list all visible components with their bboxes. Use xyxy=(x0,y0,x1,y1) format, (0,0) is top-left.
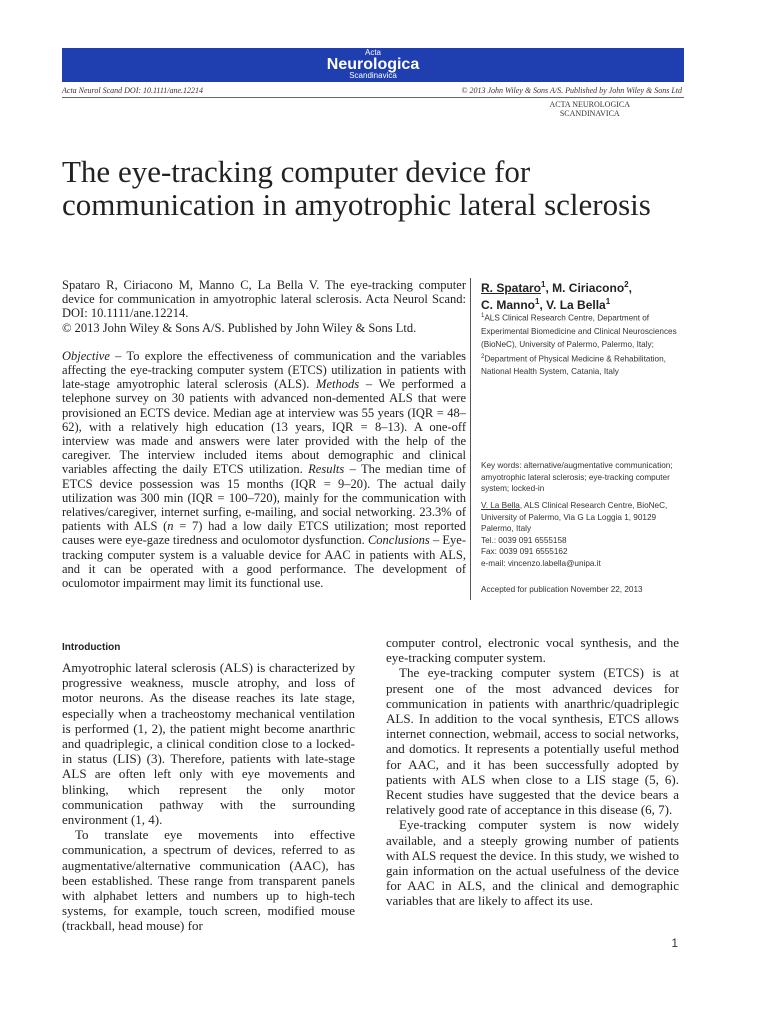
doi-line: Acta Neurol Scand DOI: 10.1111/ane.12214 xyxy=(62,86,204,95)
banner-acta: Acta xyxy=(364,48,381,57)
body-column-left xyxy=(62,660,355,934)
paragraph: computer control, electronic vocal synthesis, and the eye-tracking computer system. xyxy=(386,635,679,666)
page-number: 1 xyxy=(671,936,678,950)
author-spataro[interactable]: R. Spataro xyxy=(481,281,542,295)
accepted-date: Accepted for publication November 22, 2013 xyxy=(481,585,643,594)
keywords: Key words: alternative/augmentative communication; amyotrophic lateral sclerosis; eye-tracking computer system; locked-in xyxy=(481,461,673,493)
article-title: The eye-tracking computer device for communication in amyotrophic lateral sclerosis xyxy=(62,154,651,222)
author-manno: C. Manno xyxy=(481,298,535,312)
author-list: R. Spataro$^1$, M. Ciriacono$^2$, C. Manno$^1$, V. La Bella$^1$ xyxy=(481,280,632,312)
citation: Spataro R, Ciriacono M, Manno C, La Bella V. The eye-tracking computer device for communication in amyotrophic lateral sclerosis. Acta Neurol Scand: DOI: 10.1111/ane.12214. © 2013 John Wiley & Sons A/S. Published by John Wiley & Sons Ltd. xyxy=(62,278,466,335)
abstract-body: Objective – To explore the effectiveness of communication and the variables affecting the eye-tracking computer system (ETCS) utilization in patients with late-stage amyotrophic lateral sclerosis (ALS). Methods – We performed a telephone survey on 30 patients with advanced non-demented ALS that were provisioned an ECTS device. Median age at interview was 55 years (IQR = 48–62), with a relatively high education (13 years, IQR = 8–13). A one-off interview was made and answers were later provided with the help of the caregiver. The interview included items about demographic and clinical variables affecting the daily ETCS utilization. Results – The median time of ETCS device possession was 15 months (IQR = 9–20). The actual daily utilization was 300 min (IQR = 100–720), mainly for the communication with relatives/caregiver, internet surfing, e-mailing, and social networking. 23.3% of patients with ALS (n = 7) had a low daily ETCS utilization; most reported causes were eye-gaze tiredness and oculomotor dysfunction. Conclusions – Eye-tracking computer system is a valuable device for AAC in patients with ALS, and it can be operated with a good performance. The development of oculomotor impairment may limit its functional use. xyxy=(62,348,466,591)
email-link[interactable]: e-mail: vincenzo.labella@unipa.it xyxy=(481,558,601,568)
column-divider xyxy=(470,278,471,600)
section-heading-introduction: Introduction xyxy=(62,642,121,653)
banner-scandinavica: Scandinavica xyxy=(349,71,397,80)
correspondence: V. La Bella, ALS Clinical Research Centre, BioNeC, University of Palermo, Via G La Loggia 1, 90129 Palermo, Italy Tel.: 0039 091 6555158 Fax: 0039 091 6555162 e-mail: vincenzo.labella@unipa.it xyxy=(481,501,668,568)
paragraph: Amyotrophic lateral sclerosis (ALS) is characterized by progressive weakness, muscle atrophy, and loss of motor neurons. As the disease reaches its late stage, especially when a tracheostomy mechanical ventilation is performed (1, 2), the patient might become anarthric and quadriplegic, a clinical condition close to a locked-in status (LIS) (3). Therefore, patients with late-stage ALS are often left only with eye movements and blinking, which represent the only motor communication pathway with the surrounding environment (1, 4). xyxy=(62,660,355,828)
correspondence-name[interactable]: V. La Bella xyxy=(481,501,520,510)
paragraph: To translate eye movements into effective communication, a spectrum of devices, referred to as augmentative/alternative communication (AAC), has been established. These range from transparent panels with alphabet letters and numbers up to high-tech systems, for example, touch screen, modified mouse (trackball, head mouse) for xyxy=(62,827,355,934)
author-la-bella: V. La Bella xyxy=(546,298,606,312)
abstract xyxy=(62,278,466,590)
copyright-line: © 2013 John Wiley & Sons A/S. Published by John Wiley & Sons Ltd xyxy=(461,86,682,95)
paragraph: The eye-tracking computer system (ETCS) is at present one of the most advanced devices for communication in patients with anarthric/quadriplegic ALS. In addition to the vocal synthesis, ETCS allows internet connection, webmail, access to social networks, and domotics. It represents a potentially useful method for AAC, and it has been successfully adopted by patients with ALS when close to a LIS stage (5, 6). Recent studies have suggested that the device bears a relatively good rate of acceptance in this disease (6, 7). xyxy=(386,665,679,818)
journal-banner xyxy=(62,48,684,82)
body-column-right xyxy=(386,635,679,909)
header-rule xyxy=(62,97,684,98)
author-ciriacono: M. Ciriacono xyxy=(552,281,625,295)
affiliations: $^1$ALS Clinical Research Centre, Department of Experimental Biomedicine and Clinical Neurosciences (BioNeC), University of Palermo, Palermo, Italy; $^2$Department of Physical Medicine & Rehabilitation, National Health System, Catania, Italy xyxy=(481,313,677,377)
paragraph: Eye-tracking computer system is now widely available, and a steeply growing number of patients with ALS request the device. In this study, we wished to gain information on the actual usefulness of the device for AAC in ALS, and the clinical and demographic variables that are likely to affect its use. xyxy=(386,817,679,909)
journal-name-small: ACTA NEUROLOGICA SCANDINAVICA xyxy=(549,100,630,118)
banner-journal-name: Neurologica xyxy=(326,56,420,73)
